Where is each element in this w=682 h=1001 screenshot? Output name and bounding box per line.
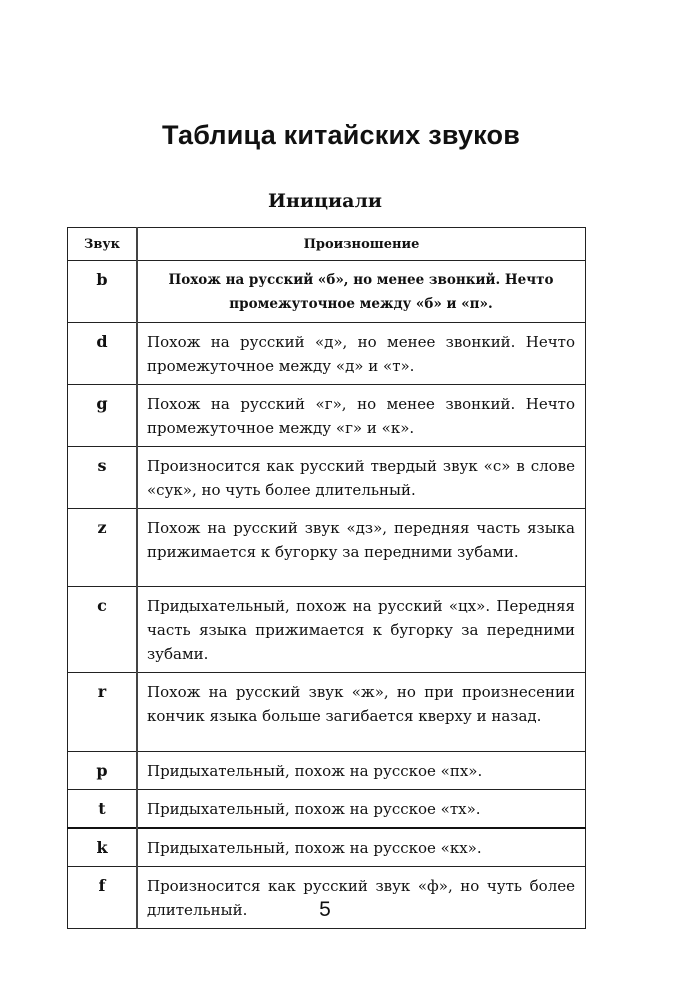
- pronunciation-cell: Произносится как русский звук «ф», но чуть более длительный.: [137, 867, 586, 929]
- sound-cell: c: [68, 587, 138, 673]
- sound-cell: t: [68, 790, 138, 829]
- table-row: [68, 828, 586, 867]
- pronunciation-cell: Похож на русский «г», но менее звонкий. Нечто промежуточное между «г» и «к».: [137, 385, 586, 447]
- sound-cell: r: [68, 673, 138, 752]
- sound-cell: z: [68, 509, 138, 587]
- sound-cell: b: [68, 261, 138, 323]
- initials-table: [67, 227, 586, 929]
- pronunciation-cell: Похож на русский звук «дз», передняя часть языка прижимается к бугорку за передними зубами.: [137, 509, 586, 587]
- table-row: [68, 587, 586, 673]
- pronunciation-cell: Похож на русский звук «ж», но при произнесении кончик языка больше загибается кверху и назад.: [137, 673, 586, 752]
- sound-cell: p: [68, 752, 138, 790]
- header-pronunciation: Произношение: [137, 228, 586, 261]
- table-header-row: [68, 228, 586, 261]
- table-row: [68, 509, 586, 587]
- sound-cell: d: [68, 323, 138, 385]
- table-row: [68, 261, 586, 323]
- sound-cell: g: [68, 385, 138, 447]
- table-row: [68, 385, 586, 447]
- pronunciation-cell: Придыхательный, похож на русский «цх». Передняя часть языка прижимается к бугорку за передними зубами.: [137, 587, 586, 673]
- sound-cell: s: [68, 447, 138, 509]
- table-row: [68, 673, 586, 752]
- pronunciation-cell: Придыхательный, похож на русское «пх».: [137, 752, 586, 790]
- pronunciation-cell: Придыхательный, похож на русское «кх».: [137, 828, 586, 867]
- pronunciation-cell: Похож на русский «д», но менее звонкий. Нечто промежуточное между «д» и «т».: [137, 323, 586, 385]
- page-number: 5: [319, 898, 331, 921]
- pronunciation-cell: Похож на русский «б», но менее звонкий. Нечто промежуточное между «б» и «п».: [137, 261, 586, 323]
- table-row: [68, 752, 586, 790]
- sound-cell: k: [68, 828, 138, 867]
- table-row: [68, 790, 586, 829]
- pronunciation-cell: Придыхательный, похож на русское «тх».: [137, 790, 586, 829]
- table-row: [68, 447, 586, 509]
- sound-cell: f: [68, 867, 138, 929]
- header-sound: Звук: [68, 228, 138, 261]
- table-row: [68, 323, 586, 385]
- section-title: Инициали: [268, 190, 382, 212]
- pronunciation-cell: Произносится как русский твердый звук «с» в слове «сук», но чуть более длительный.: [137, 447, 586, 509]
- page-title: Таблица китайских звуков: [161, 120, 521, 150]
